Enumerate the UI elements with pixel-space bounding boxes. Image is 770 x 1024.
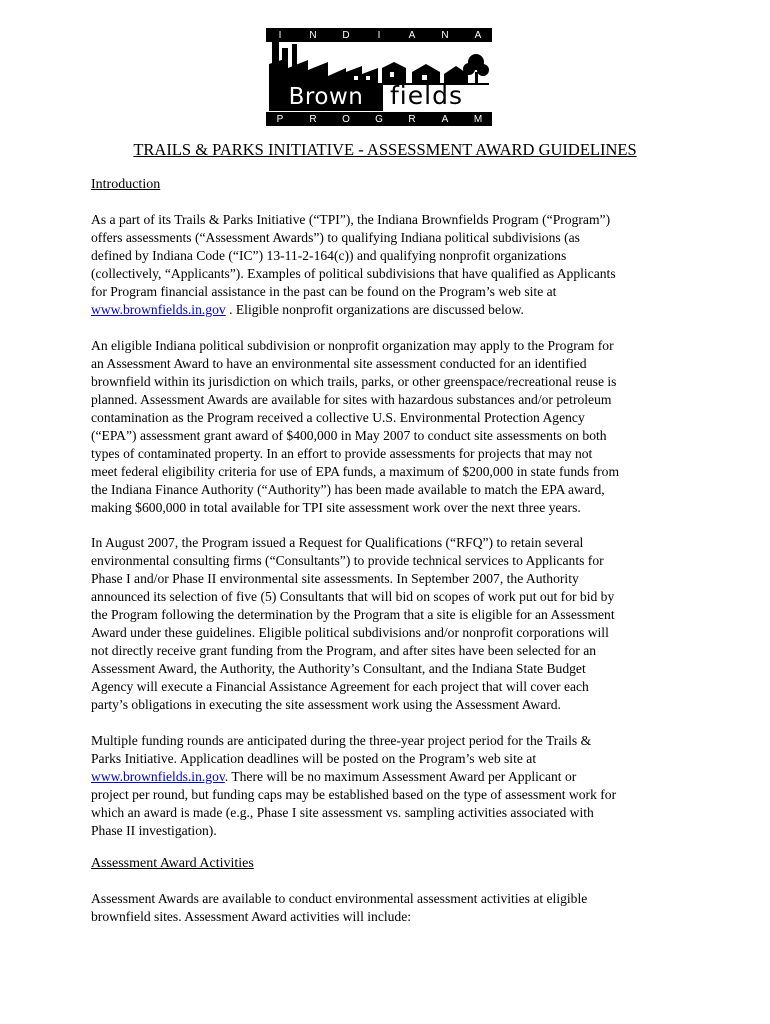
intro-paragraph-4 xyxy=(91,732,681,840)
text-line: not directly receive grant funding from the Program, and after sites have been selected for an xyxy=(91,643,597,658)
text-fragment: . There will be no maximum Assessment Award per Applicant or xyxy=(224,769,577,784)
text-line: environmental consulting firms (“Consultants”) to provide technical services to Applicants for xyxy=(91,553,604,568)
text-line: planned. Assessment Awards are available for sites with hazardous substances and/or petroleum xyxy=(91,392,612,407)
logo-letter: D xyxy=(342,29,350,41)
logo-letter: I xyxy=(278,29,282,41)
logo-brown-text: Brown xyxy=(269,83,383,111)
text-line: An eligible Indiana political subdivision or nonprofit organization may apply to the Program for xyxy=(91,338,614,353)
text-line: the Program following the determination by the Program that a site is eligible for an Assessment xyxy=(91,607,615,622)
logo-letter: P xyxy=(276,113,284,125)
text-line: project per round, but funding caps may be established based on the type of assessment work for xyxy=(91,787,617,802)
text-line: announced its selection of five (5) Consultants that will bid on scopes of work put out for bid by xyxy=(91,589,615,604)
text-line: Multiple funding rounds are anticipated during the three-year project period for the Trails & xyxy=(91,733,592,748)
intro-paragraph-2 xyxy=(91,337,681,517)
logo-letter: A xyxy=(408,29,416,41)
logo-letter: A xyxy=(441,113,449,125)
text-line: As a part of its Trails & Parks Initiative (“TPI”), the Indiana Brownfields Program (“Program”) xyxy=(91,212,611,227)
assessment-activities-heading: Assessment Award Activities xyxy=(91,856,254,871)
logo-letter: I xyxy=(377,29,381,41)
logo-letter: N xyxy=(441,29,449,41)
text-line: the Indiana Finance Authority (“Authority”) has been made available to match the EPA award, xyxy=(91,482,605,497)
text-line: meet federal eligibility criteria for use of EPA funds, a maximum of $200,000 in state funds from xyxy=(91,464,620,479)
text-line: which an award is made (e.g., Phase I site assessment vs. sampling activities associated with xyxy=(91,805,594,820)
logo-top-band xyxy=(266,28,492,42)
brownfields-website-link[interactable]: www.brownfields.in.gov xyxy=(91,302,226,317)
text-line: Agency will execute a Financial Assistance Agreement for each project that will cover each xyxy=(91,679,589,694)
text-line: defined by Indiana Code (“IC”) 13-11-2-164(c)) and qualifying nonprofit organizations xyxy=(91,248,567,263)
text-line: (“EPA”) assessment grant award of $400,000 in May 2007 to conduct site assessments on both xyxy=(91,428,607,443)
text-line: offers assessments (“Assessment Awards”) to qualifying Indiana political subdivisions (as xyxy=(91,230,580,245)
text-line xyxy=(91,301,681,319)
logo-letter: R xyxy=(309,113,317,125)
text-line: brownfield within its jurisdiction on which trails, parks, or other greenspace/recreational reuse is xyxy=(91,374,617,389)
text-line: In August 2007, the Program issued a Request for Qualifications (“RFQ”) to retain several xyxy=(91,535,584,550)
logo-bottom-band xyxy=(266,112,492,126)
text-line: for Program financial assistance in the past can be found on the Program’s web site at xyxy=(91,284,557,299)
text-line: brownfield sites. Assessment Award activities will include: xyxy=(91,909,412,924)
text-line: (collectively, “Applicants”). Examples of political subdivisions that have qualified as Applicants xyxy=(91,266,616,281)
introduction-heading: Introduction xyxy=(91,177,161,192)
text-line: Phase II investigation). xyxy=(91,823,217,838)
text-line: Phase I and/or Phase II environmental site assessments. In September 2007, the Authority xyxy=(91,571,579,586)
logo-letter: A xyxy=(474,29,482,41)
intro-paragraph-3 xyxy=(91,534,681,714)
logo-letter: M xyxy=(473,113,483,125)
text-line: Parks Initiative. Application deadlines will be posted on the Program’s web site at xyxy=(91,751,537,766)
logo-fields-text: fields xyxy=(390,81,463,110)
text-fragment: . Eligible nonprofit organizations are discussed below. xyxy=(225,302,524,317)
text-line: an Assessment Award to have an environmental site assessment conducted for an identified xyxy=(91,356,587,371)
text-line xyxy=(91,768,681,786)
text-line: party’s obligations in executing the site assessment work using the Assessment Award. xyxy=(91,697,561,712)
logo-letter: G xyxy=(375,113,383,125)
intro-paragraph-1 xyxy=(91,211,681,319)
text-line: Assessment Award, the Authority, the Authority’s Consultant, and the Indiana State Budget xyxy=(91,661,586,676)
logo-letter: R xyxy=(408,113,416,125)
text-line: Assessment Awards are available to conduct environmental assessment activities at eligible xyxy=(91,891,588,906)
indiana-brownfields-logo xyxy=(266,28,492,126)
logo-letter: N xyxy=(309,29,317,41)
text-line: Award under these guidelines. Eligible political subdivisions and/or nonprofit corporations will xyxy=(91,625,609,640)
text-line: types of contaminated property. In an effort to provide assessments for projects that may not xyxy=(91,446,593,461)
text-line: making $600,000 in total available for TPI site assessment work over the next three years. xyxy=(91,500,581,515)
logo-letter: O xyxy=(342,113,350,125)
activities-paragraph xyxy=(91,890,681,926)
brownfields-website-link[interactable]: www.brownfields.in.gov xyxy=(91,769,225,784)
text-line: contamination as the Program received a collective U.S. Environmental Protection Agency xyxy=(91,410,585,425)
document-title: TRAILS & PARKS INITIATIVE - ASSESSMENT AWARD GUIDELINES xyxy=(133,140,637,159)
